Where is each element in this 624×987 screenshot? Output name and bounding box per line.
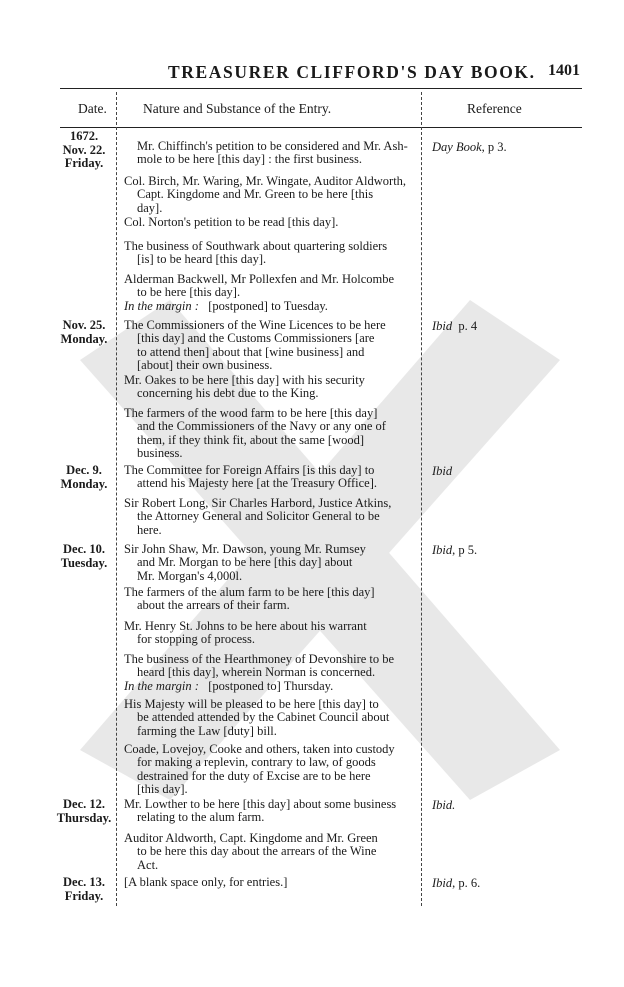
column-divider-right <box>421 92 422 906</box>
column-header-nature: Nature and Substance of the Entry. <box>143 101 332 116</box>
entry-date: Dec. 10. Tuesday. <box>60 542 108 570</box>
entry-item: Mr. Oakes to be here [this day] with his security concerning his debt due to the King. <box>124 373 365 401</box>
entry-item: The farmers of the wood farm to be here [this day] and the Commissioners of the Navy or any one of them, if they think fit, about the same [wood] business. <box>124 406 386 460</box>
entry-item: Col. Norton's petition to be read [this day]. <box>124 215 339 229</box>
entry-item: The business of the Hearthmoney of Devonshire to be heard [this day], wherein Norman is concerned. In the margin : [postponed to] Thursday. <box>124 653 418 693</box>
entry-item: Mr. Henry St. Johns to be here about his warrant for stopping of process. <box>124 619 367 647</box>
entry-item: Sir Robert Long, Sir Charles Harbord, Justice Atkins, the Attorney General and Solicitor General to be here. <box>124 496 392 537</box>
margin-note: In the margin : [postponed] to Tuesday. <box>124 298 328 313</box>
entry-date: Dec. 13. Friday. <box>63 875 105 903</box>
page-header <box>0 62 624 86</box>
entry-item: Mr. Chiffinch's petition to be considered and Mr. Ash- mole to be here [this day] : the first business. <box>137 139 408 167</box>
header-rule-top <box>60 88 582 89</box>
page-number: 1401 <box>548 62 580 79</box>
entry-reference: Ibid. <box>432 798 456 812</box>
entry-reference: Ibid p. 4 <box>432 319 478 333</box>
entry-date: 1672. Nov. 22. Friday. <box>62 129 106 170</box>
entry-date: Nov. 25. Monday. <box>60 318 108 346</box>
entry-item: The farmers of the alum farm to be here [this day] about the arrears of their farm. <box>124 585 375 613</box>
entry-reference: Day Book, p 3. <box>432 140 507 154</box>
entry-item: Auditor Aldworth, Capt. Kingdome and Mr. Green to be here this day about the arrears of the Wine Act. <box>124 831 378 872</box>
entry-date: Dec. 9. Monday. <box>60 463 108 491</box>
entry-item: Alderman Backwell, Mr Pollexfen and Mr. Holcombe to be here [this day]. In the margin : [postponed] to Tuesday. <box>124 273 418 313</box>
entry-item: [A blank space only, for entries.] <box>124 875 288 889</box>
header-rule-bottom <box>60 127 582 128</box>
entry-item: Sir John Shaw, Mr. Dawson, young Mr. Rumsey and Mr. Morgan to be here [this day] about Mr. Morgan's 4,000l. <box>124 542 366 583</box>
entry-item: His Majesty will be pleased to be here [this day] to be attended attended by the Cabinet Council about farming the Law [duty] bill. <box>124 697 390 738</box>
entry-reference: Ibid, p 5. <box>432 543 478 557</box>
column-divider-left <box>116 92 117 906</box>
entry-item: Coade, Lovejoy, Cooke and others, taken into custody for making a replevin, contrary to law, of goods destrained for the duty of Excise are to be here [this day]. <box>124 742 395 796</box>
entry-item: The Commissioners of the Wine Licences to be here [this day] and the Customs Commissioners [are to attend then] about that [wine business] and [about] their own business. <box>124 318 386 372</box>
entry-reference: Ibid <box>432 464 453 478</box>
entry-item: The business of Southwark about quartering soldiers [is] to be heard [this day]. <box>124 239 388 267</box>
entry-item: Mr. Lowther to be here [this day] about some business relating to the alum farm. <box>124 797 397 825</box>
entry-reference: Ibid, p. 6. <box>432 876 481 890</box>
entry-item: Col. Birch, Mr. Waring, Mr. Wingate, Auditor Aldworth, Capt. Kingdome and Mr. Green to be here [this day]. <box>124 174 407 215</box>
page-title: TREASURER CLIFFORD'S DAY BOOK. <box>168 62 536 82</box>
entry-date: Dec. 12. Thursday. <box>56 797 112 825</box>
entry-item: The Committee for Foreign Affairs [is this day] to attend his Majesty here [at the Treasury Office]. <box>124 463 377 491</box>
margin-note: In the margin : [postponed to] Thursday. <box>124 678 334 693</box>
column-header-date: Date. <box>78 101 107 116</box>
column-header-reference: Reference <box>467 101 522 116</box>
